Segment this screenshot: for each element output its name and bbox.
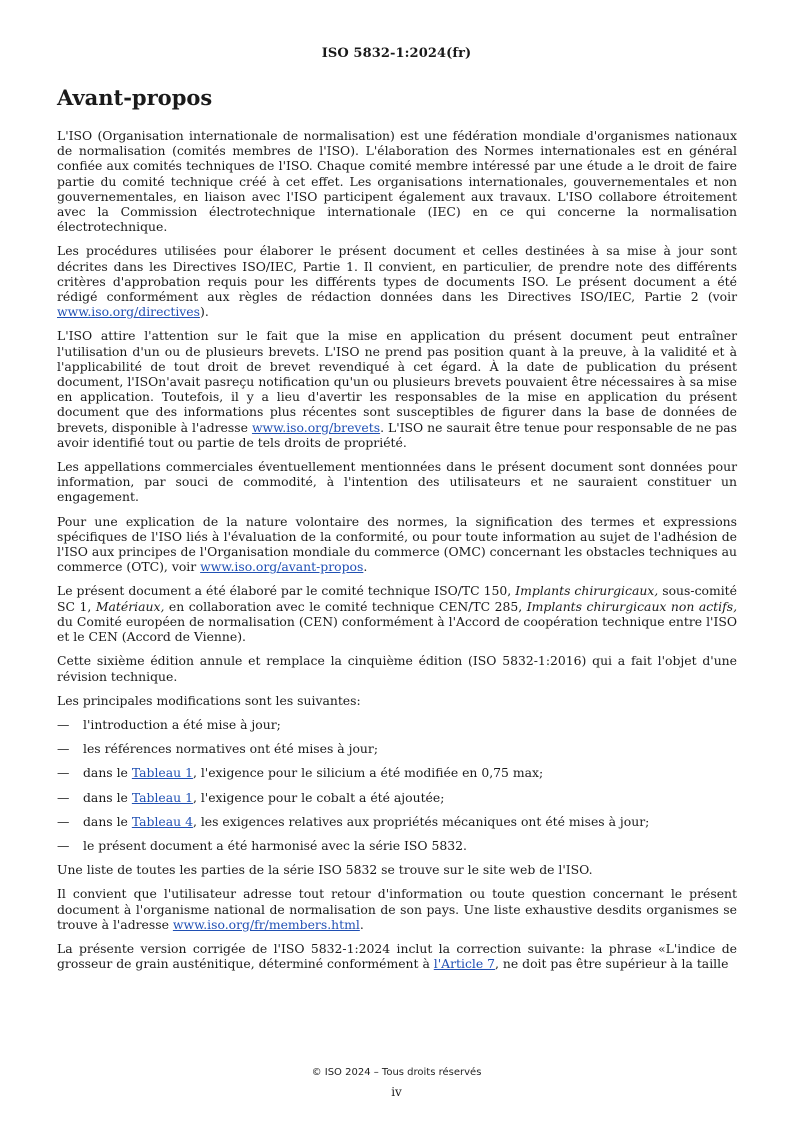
paragraph-committee <box>57 583 737 644</box>
list-item-text: l'introduction a été mise à jour; <box>83 716 281 732</box>
list-item <box>57 765 737 780</box>
list-item <box>57 790 737 805</box>
paragraph-text: Le présent document a été élaboré par le comité technique ISO/TC 150, <box>57 583 516 599</box>
list-dash: — <box>57 716 70 732</box>
link-tableau-1[interactable]: Tableau 1 <box>131 789 193 805</box>
paragraph-text: ). <box>200 304 209 320</box>
paragraph-text: du Comité européen de normalisation (CEN) conformément à l'Accord de coopération technique entre l'ISO et le CEN (Accord de Vienne). <box>57 613 737 645</box>
list-item-text: le présent document a été harmonisé avec la série ISO 5832. <box>83 837 467 853</box>
link-tableau-1[interactable]: Tableau 1 <box>131 765 193 781</box>
paragraph-feedback <box>57 886 737 932</box>
paragraph-text: Pour une explication de la nature volontaire des normes, la signification des termes et expressions spécifiques de l'ISO liés à l'évaluation de la conformité, ou pour toute information au sujet de l'adhésion de l'ISO aux principes de l'Organisation mondiale du commerce (OMC) concernant les obstacles techniques au commerce (OTC), voir <box>57 513 737 575</box>
section-title: Avant-propos <box>57 85 213 110</box>
list-item-text: dans le <box>83 813 132 829</box>
paragraph-patents <box>57 328 737 450</box>
document-id-header: ISO 5832-1:2024(fr) <box>321 46 472 61</box>
link-tableau-4[interactable]: Tableau 4 <box>131 813 193 829</box>
paragraph-changes-intro: Les principales modifications sont les suivantes: <box>57 692 361 708</box>
paragraph-text: . <box>359 916 364 932</box>
paragraph-iso-overview: L'ISO (Organisation internationale de normalisation) est une fédération mondiale d'organismes nationaux de normalisation (comités membres de l'ISO). L'élaboration des Normes internationales est en général confiée aux comités techniques de l'ISO. Chaque comité membre intéressé par une étude a le droit de faire partie du comité technique créé à cet effet. Les organisations internationales, gouvernementales et non gouvernementales, en liaison avec l'ISO participent également aux travaux. L'ISO collabore étroitement avec la Commission électrotechnique internationale (IEC) en ce qui concerne la normalisation électrotechnique. <box>57 128 737 235</box>
paragraph-series-list: Une liste de toutes les parties de la série ISO 5832 se trouve sur le site web de l'ISO. <box>57 862 593 878</box>
list-dash: — <box>57 765 70 781</box>
link-brevets[interactable]: www.iso.org/brevets <box>251 419 381 435</box>
list-dash: — <box>57 813 70 829</box>
list-item <box>57 838 737 853</box>
list-item <box>57 741 737 756</box>
cen-committee-name: Implants chirurgicaux non actifs, <box>526 598 738 614</box>
copyright-footer: © ISO 2024 – Tous droits réservés <box>311 1067 482 1078</box>
subcommittee-name: Matériaux, <box>95 598 165 614</box>
list-item <box>57 814 737 829</box>
list-item <box>57 717 737 732</box>
paragraph-procedures <box>57 243 737 319</box>
paragraph-edition: Cette sixième édition annule et remplace la cinquième édition (ISO 5832-1:2016) qui a fait l'objet d'une révision technique. <box>57 653 737 684</box>
paragraph-voluntary-nature <box>57 514 737 575</box>
list-item-text: , les exigences relatives aux propriétés mécaniques ont été mises à jour; <box>192 813 650 829</box>
list-dash: — <box>57 837 70 853</box>
paragraph-text: sous-comité SC 1, <box>57 583 737 614</box>
paragraph-text: Il convient que l'utilisateur adresse tout retour d'information ou toute question concernant le présent document à l'organisme national de normalisation de son pays. Une liste exhaustive desdits organismes se trouve à l'adresse <box>57 886 737 932</box>
paragraph-text: . <box>363 559 368 575</box>
paragraph-text: , ne doit pas être supérieur à la taille <box>495 956 729 972</box>
list-item-text: dans le <box>83 789 132 805</box>
paragraph-text: . L'ISO ne saurait être tenue pour responsable de ne pas avoir identifié tout ou partie de tels droits de propriété. <box>57 419 737 450</box>
paragraph-text: La présente version corrigée de l'ISO 5832-1:2024 inclut la correction suivante: la phrase «L'indice de grosseur de grain austénitique, déterminé conformément à <box>57 940 737 972</box>
committee-name: Implants chirurgicaux, <box>515 583 659 599</box>
link-directives[interactable]: www.iso.org/directives <box>57 304 200 320</box>
page-number: iv <box>391 1085 402 1099</box>
list-dash: — <box>57 789 70 805</box>
list-item-text: les références normatives ont été mises à jour; <box>83 741 378 757</box>
paragraph-text: L'ISO attire l'attention sur le fait que la mise en application du présent document peut entraîner l'utilisation d'un ou de plusieurs brevets. L'ISO ne prend pas position quant à la preuve, à la validité et à l'applicabilité de tout droit de brevet revendiqué à cet égard. À la date de publication du présent document, l'ISOn'avait pasreçu notification qu'un ou plusieurs brevets pouvaient être nécessaires à sa mise en application. Toutefois, il y a lieu d'avertir les responsables de la mise en application du présent document que des informations plus récentes sont susceptibles de figurer dans la base de données de brevets, disponible à l'adresse <box>57 328 737 435</box>
link-article-7[interactable]: l'Article 7 <box>433 956 496 972</box>
list-item-text: dans le <box>83 765 132 781</box>
paragraph-text: en collaboration avec le comité technique CEN/TC 285, <box>164 598 527 614</box>
link-avant-propos[interactable]: www.iso.org/avant-propos <box>200 559 364 575</box>
link-members[interactable]: www.iso.org/fr/members.html <box>172 916 360 932</box>
paragraph-trade-names: Les appellations commerciales éventuellement mentionnées dans le présent document sont données pour information, par souci de commodité, à l'intention des utilisateurs et ne sauraient constituer un engagement. <box>57 459 737 505</box>
paragraph-text: Les procédures utilisées pour élaborer le présent document et celles destinées à sa mise à jour sont décrites dans les Directives ISO/IEC, Partie 1. Il convient, en particulier, de prendre note des différents critères d'approbation requis pour les différents types de documents ISO. Le présent document a été rédigé conformément aux règles de rédaction données dans les Directives ISO/IEC, Partie 2 (voir <box>57 243 737 305</box>
paragraph-correction <box>57 941 737 971</box>
foreword-body <box>57 128 737 980</box>
list-item-text: , l'exigence pour le cobalt a été ajoutée; <box>192 789 445 805</box>
list-item-text: , l'exigence pour le silicium a été modifiée en 0,75 max; <box>192 765 544 781</box>
list-dash: — <box>57 741 70 757</box>
